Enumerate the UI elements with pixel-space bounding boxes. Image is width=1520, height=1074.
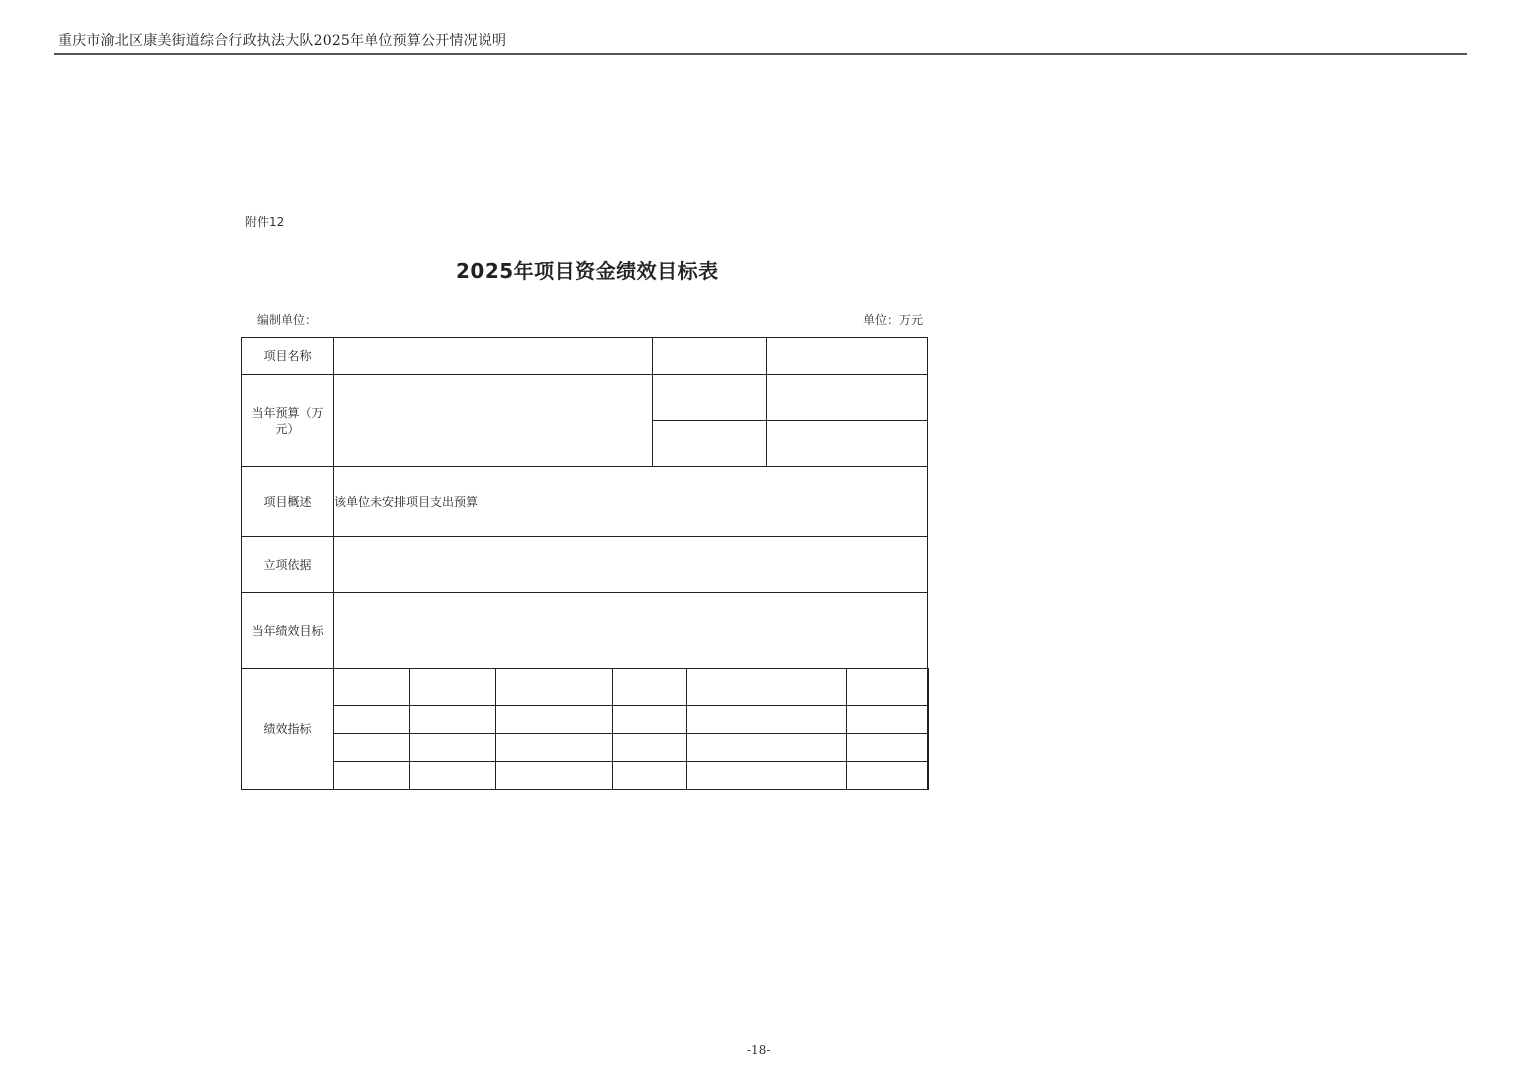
project-name-value bbox=[334, 338, 653, 375]
annual-budget-label bbox=[242, 375, 334, 467]
table-cell bbox=[334, 762, 410, 790]
table-cell bbox=[334, 706, 410, 734]
performance-indicators-label: 绩效指标 bbox=[242, 669, 334, 790]
table-cell bbox=[496, 734, 613, 762]
table-cell bbox=[653, 375, 767, 421]
table-cell bbox=[496, 669, 613, 706]
table-cell bbox=[496, 706, 613, 734]
performance-target-table bbox=[241, 337, 929, 790]
table-row bbox=[242, 734, 929, 762]
annual-goal-label: 当年绩效目标 bbox=[242, 593, 334, 669]
table-title: 2025年项目资金绩效目标表 bbox=[456, 259, 719, 283]
annual-goal-value bbox=[334, 593, 928, 669]
table-cell bbox=[334, 734, 410, 762]
annual-budget-label-text: 当年预算（万元） bbox=[251, 405, 324, 436]
table-cell bbox=[410, 762, 496, 790]
table-row bbox=[242, 375, 929, 421]
table-cell bbox=[767, 421, 928, 467]
table-row bbox=[242, 467, 929, 537]
table-cell bbox=[928, 706, 929, 734]
table-cell bbox=[334, 669, 410, 706]
table-row bbox=[242, 669, 929, 706]
table-cell bbox=[653, 421, 767, 467]
table-cell bbox=[767, 375, 928, 421]
table-cell bbox=[847, 669, 928, 706]
table-cell bbox=[410, 706, 496, 734]
table-row bbox=[242, 338, 929, 375]
currency-unit-label: 单位：万元 bbox=[863, 313, 924, 327]
document-header-title: 重庆市渝北区康美街道综合行政执法大队2025年单位预算公开情况说明 bbox=[58, 33, 507, 49]
table-cell bbox=[847, 762, 928, 790]
compiling-unit-label: 编制单位： bbox=[257, 313, 318, 327]
table-cell bbox=[653, 338, 767, 375]
table-cell bbox=[613, 669, 687, 706]
project-basis-value bbox=[334, 537, 928, 593]
project-overview-label: 项目概述 bbox=[242, 467, 334, 537]
table-cell bbox=[928, 669, 929, 706]
table-cell bbox=[928, 734, 929, 762]
table-row bbox=[242, 593, 929, 669]
table-cell bbox=[496, 762, 613, 790]
annual-budget-value bbox=[334, 375, 653, 467]
table-cell bbox=[687, 762, 847, 790]
table-cell bbox=[613, 762, 687, 790]
table-cell bbox=[687, 706, 847, 734]
table-row bbox=[242, 537, 929, 593]
project-basis-label: 立项依据 bbox=[242, 537, 334, 593]
table-cell bbox=[687, 669, 847, 706]
attachment-label: 附件12 bbox=[245, 215, 285, 229]
table-cell bbox=[613, 734, 687, 762]
table-row bbox=[242, 762, 929, 790]
table-cell bbox=[928, 762, 929, 790]
table-cell bbox=[847, 706, 928, 734]
table-cell bbox=[767, 338, 928, 375]
project-overview-value: 该单位未安排项目支出预算 bbox=[334, 467, 928, 537]
table-cell bbox=[613, 706, 687, 734]
table-cell bbox=[847, 734, 928, 762]
project-name-label: 项目名称 bbox=[242, 338, 334, 375]
page-number: -18- bbox=[747, 1043, 771, 1057]
table-cell bbox=[410, 734, 496, 762]
table-cell bbox=[410, 669, 496, 706]
table-row bbox=[242, 706, 929, 734]
table-cell bbox=[687, 734, 847, 762]
header-divider bbox=[54, 53, 1467, 55]
